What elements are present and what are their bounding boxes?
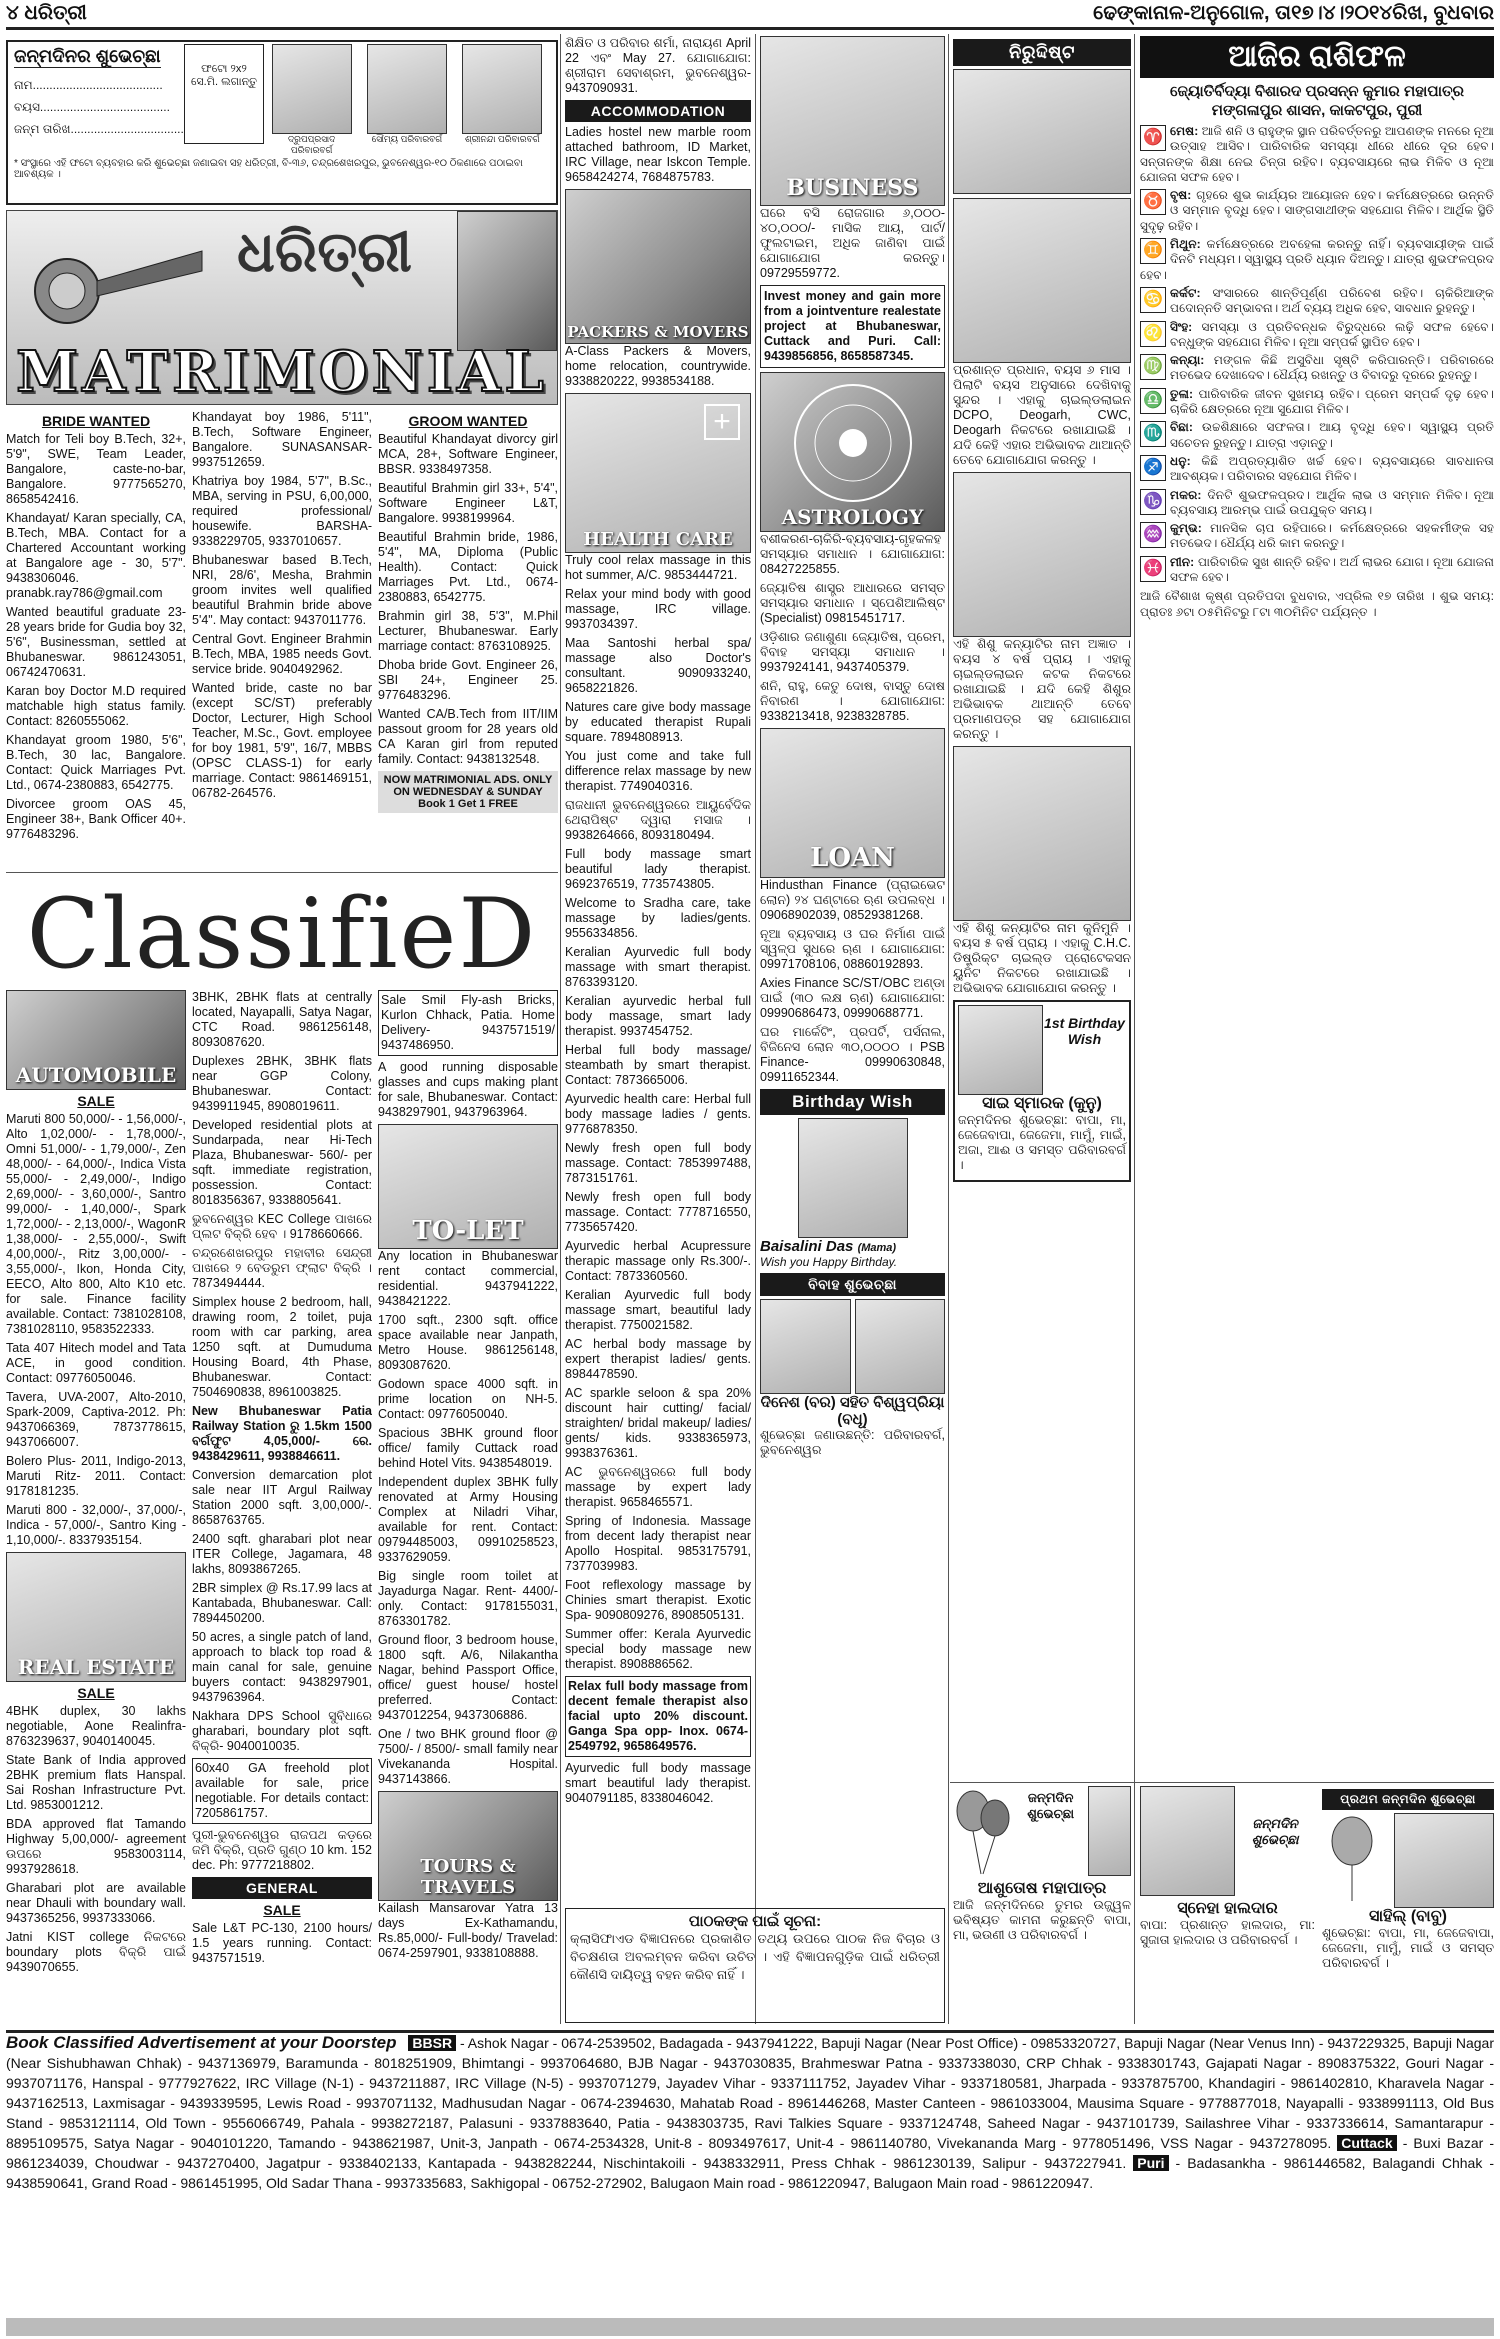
classified-ad: Keralian ayurvedic herbal full body massage, smart lady therapist. 9937454752. (565, 994, 751, 1038)
classified-ad: 2BR simplex @ Rs.17.99 lacs at Kantabada, Bhubaneswar. Call: 7894450200. (192, 1581, 372, 1625)
page-footer-bar (6, 2318, 1494, 2336)
classified-ad: Any location in Bhubaneswar rent contact commercial, residential. 9437941222, 9438421222. (378, 1249, 558, 1308)
realestate-image (6, 1552, 186, 1682)
classified-ad: Bhubaneswar based B.Tech, NRI, 28/6', Mesha, Brahmin groom invites well qualified beautiful Brahmin bride above 5'4". May contact: 9437011776. (192, 553, 372, 627)
classified-ad: A good running disposable glasses and cups making plant for sale, Bhubaneswar. Contact: 9438297901, 9437963964. (378, 1060, 558, 1119)
classified-ad: Ayurvedic full body massage smart beautiful lady therapist. 9040791185, 8338046042. (565, 1761, 751, 1805)
page-header (6, 0, 1494, 30)
classified-ad: Maruti 800 - 32,000/-, 37,000/-, Indica - 57,000/-, Santro King - 1,10,000/-. 8337935154. (6, 1503, 186, 1547)
zodiac-sign-name: କର୍କଟ: (1170, 285, 1201, 300)
form-field-name: ନାମ....................................... (14, 78, 163, 92)
classified-ad: A-Class Packers & Movers, home relocation, countrywide. 9338820222, 9938534188. (565, 344, 751, 388)
wish-text: ବାପା: ପ୍ରଶାନ୍ତ ହାଲଦାର, ମା: ସୁଜାତା ହାଲଦାର ଓ ପରିବାରବର୍ଗ । (1140, 1918, 1315, 1947)
horoscope-entry (1140, 488, 1494, 519)
classified-ad: Maruti 800 50,000/- - 1,56,000/-, Alto 1,02,000/- - 1,78,000/-, Omni 51,000/- - 1,79,000/-, Zen 48,000/- - 64,000/-, Indica Vista 55,000/- - 2,49,000/-, Indigo 2,69,000/- - 3,60,000/-, Santro 99,000/- - 1,40,000/-, Spark 1,72,000/- - 2,13,000/-, WagonR 1,38,000/- - 2,55,000/-, Swift 4,00,000/-, Ritz 3,00,000/- - 3,55,000/-, Ikon, Honda City, EECO, Alto 800, Alto K10 etc. for sale. Finance facility available. Contact: 7381028108, 7381028110, 9583522333. (6, 1112, 186, 1336)
classified-ad: ଶିକ୍ଷିତ ଓ ପରିବାର ଶର୍ମା, ନାରାୟଣ April 22 ଏବଂ May 27. ଯୋଗାଯୋଗ: ଶ୍ରୀରାମ ସେବାଶ୍ରମ, ଭୁବନେଶ୍ୱର- 9437090931. (565, 36, 751, 95)
sale-heading: SALE (77, 1093, 115, 1109)
birthday-form-note: * ସଂସ୍ଥାରେ ଏହି ଫଟୋ ବ୍ୟବହାର କରି ଶୁଭେଚ୍ଛା ଜଣାଇବା ସହ ଧରିତ୍ରୀ, ବି-୩୬, ଚନ୍ଦ୍ରଶେଖରପୁର, ଭୁବନେଶ୍ୱର-୧୦ ଠିକଣାରେ ପଠାଇବା ଆବଶ୍ୟକ । (14, 158, 523, 180)
classified-ad: Developed residential plots at Sundarpada, near Hi-Tech Plaza, Bhubaneswar- 560/- per sqft. immediate registration, possession. Contact: 8018356367, 9338805641. (192, 1118, 372, 1207)
classified-ad: Newly fresh open full body massage. Contact: 7778716550, 7735657420. (565, 1190, 751, 1234)
classified-ad: ବଶୀକରଣ-ଚାକିରି-ବ୍ୟବସାୟ-ଗୃହକଳହ ସମସ୍ୟାର ସମାଧାନ । ଯୋଗାଯୋଗ: 08427225855. (760, 532, 945, 576)
classified-ad: ଚନ୍ଦ୍ରଶେଖରପୁର ମହାବୀର ସେନ୍ଦ୍ରୀ ପାଖରେ ୨ ବେଡରୁମ ଫ୍ଲାଟ ବିକ୍ରି । 7873494444. (192, 1246, 372, 1290)
classified-ad: Foot reflexology massage by Chinies smart therapist. Exotic Spa- 9090809276, 8908505131. (565, 1578, 751, 1622)
kid-photo (272, 44, 352, 134)
classified-ad: ପୁରୀ-ଭୁବନେଶ୍ୱର ରାଜପଥ କଡ଼ରେ ଜମି ବିକ୍ରି, ପ୍ରତି ଗୁଣ୍ଠ 10 km. 152 dec. Ph: 9777218802. (192, 1828, 372, 1872)
missing-notice: ଏହି ଶିଶୁ କନ୍ୟାଟିର ନାମ ଅଜ୍ଞାତ । ବୟସ ୪ ବର୍ଷ ପ୍ରାୟ । ଏହାକୁ ଚାଇଲ୍ଡଲାଇନ କଟକ ନିକଟରେ ରଖାଯାଇଛି । ଯଦି କେହି ଶିଶୁର ଅଭିଭାବକ ଥାଆନ୍ତି ତେବେ ପ୍ରମାଣପତ୍ର ସହ ଯୋଗାଯୋଗ କରନ୍ତୁ । (953, 637, 1131, 741)
classified-ad: Khatriya boy 1984, 5'7", B.Sc., MBA, serving in PSU, 6,00,000, required professional/ housewife. BARSHA- 9338229705, 9337010657. (192, 474, 372, 548)
groom-photo (760, 1299, 851, 1394)
classified-ad: Kailash Mansarovar Yatra 13 days Ex-Kathamandu, Rs.85,000/- Full-body/ Travelad: 0674-2597901, 9338108888. (378, 1901, 558, 1960)
classified-ad: Wanted CA/B.Tech from IIT/IIM passout groom for 28 years old CA Karan girl from reputed family. Contact: 9438132548. (378, 707, 558, 766)
classified-ad: 2400 sqft. gharabari plot near ITER College, Jagamara, 48 lakhs, 8093867265. (192, 1532, 372, 1576)
classified-ad: Match for Teli boy B.Tech, 32+, 5'9", SWE, Team Leader, Bangalore, caste-no-bar, Bangalore. 9777565270, 8658542416. (6, 432, 186, 506)
wish-photo (1394, 1813, 1494, 1908)
missing-child-photo (953, 746, 1131, 921)
balloon-icon (953, 1786, 1013, 1876)
zodiac-sign-icon: ♏ (1140, 421, 1166, 447)
tolet-column (378, 990, 558, 2025)
matrimonial-banner (6, 210, 558, 405)
classified-ad: Independent duplex 3BHK fully renovated at Army Housing Complex at Niladri Vihar, available for rent. Contact: 09794485003, 09910258523, 9337629059. (378, 1475, 558, 1564)
classified-ad: AC herbal body massage by expert therapist ladies/ gents. 8984478590. (565, 1337, 751, 1381)
horoscope-section (1140, 36, 1494, 1776)
booking-heading: Book Classified Advertisement at your Doorstep (6, 2033, 397, 2052)
zodiac-sign-name: ଧନୁ: (1170, 453, 1191, 468)
birthday-wish-text: Wish you Happy Birthday. (760, 1255, 898, 1269)
reader-notice-heading: ପାଠକଙ୍କ ପାଇଁ ସୂଚନା: (688, 1913, 822, 1930)
classified-ad: You just come and take full difference relax massage by new therapist. 7749040316. (565, 749, 751, 793)
classified-ad: Summer offer: Kerala Ayurvedic special body massage new therapist. 8908886562. (565, 1627, 751, 1671)
groom-wanted-heading: GROOM WANTED (408, 413, 528, 429)
automobile-image (6, 990, 186, 1090)
wish-card-heading: ଜନ୍ମଦିନ ଶୁଭେଚ୍ଛା (1027, 1790, 1075, 1821)
wedding-couple-names: ଦିନେଶ (ବର) ସହିତ ବିଶ୍ୱପ୍ରିୟା (ବଧୂ) (760, 1394, 945, 1428)
general-heading: GENERAL (192, 1877, 372, 1899)
birthday-wish-photo (798, 1118, 908, 1238)
classified-ad: Tavera, UVA-2007, Alto-2010, Spark-2009, Captiva-2012. Ph: 9437066369, 7873778615, 9437066007. (6, 1390, 186, 1449)
classified-ad: Central Govt. Engineer Brahmin B.Tech, MBA, 1985 needs Govt. service bride. 9040492962. (192, 632, 372, 676)
birthday-wish-name-row (760, 1238, 945, 1255)
wish-card-heading: ପ୍ରଥମ ଜନ୍ମଦିନ ଶୁଭେଚ୍ଛା (1322, 1789, 1494, 1810)
booking-centres (6, 2030, 1494, 2316)
tours-image (378, 1791, 558, 1901)
classified-ad: Axies Finance SC/ST/OBC ଅଣ୍ଡା ପାଇଁ (୩୦ ଲକ୍ଷ ଋଣ) ଯୋଗାଯୋଗ: 09990686473, 09990688771. (760, 976, 945, 1020)
packers-image (565, 189, 751, 344)
kid-caption: ଶ୍ରୀନନ୍ଦା ପରିବାରବର୍ଗ (464, 134, 540, 144)
plus-icon: + (704, 404, 740, 440)
classified-ad: Sale L&T PC-130, 2100 hours/ 1.5 years running. Contact: 9437571519. (192, 1921, 372, 1965)
horoscope-text: ଦିନଟି ଶୁଭଫଳପ୍ରଦ। ଆର୍ଥିକ ଲାଭ ଓ ସମ୍ମାନ ମିଳିବ। ନୂଆ ବ୍ୟବସାୟ ଆରମ୍ଭ ପାଇଁ ଉପଯୁକ୍ତ ସମୟ। (1170, 487, 1494, 517)
classified-ad: AC sparkle seloon & spa 20% discount hair cutting/ facial/ straighten/ bridal makeup/ ladies/ gents/ kids. 9338365973, 9938376361. (565, 1386, 751, 1460)
zodiac-sign-name: ସିଂହ: (1170, 319, 1193, 334)
wish-name: ସାହିଲ୍ (ବାବୁ) (1369, 1908, 1447, 1925)
sale-heading: SALE (77, 1685, 115, 1701)
bride-wanted-column (6, 410, 186, 870)
classified-ad: ନୂଆ ବ୍ୟବସାୟ ଓ ଘର ନିର୍ମାଣ ପାଇଁ ସ୍ୱଳ୍ପ ସୁଧରେ ଋଣ । ଯୋଗାଯୋଗ: 09971708106, 08860192893. (760, 927, 945, 971)
classified-ad: Big single room toilet at Jayadurga Nagar. Rent- 4400/- only. Contact: 9178155031, 8763301782. (378, 1569, 558, 1628)
zodiac-sign-name: ମିଥୁନ: (1170, 237, 1201, 252)
birthday-form-title: ଜନ୍ମଦିନର ଶୁଭେଚ୍ଛା (14, 46, 161, 66)
classified-ad: Brahmin girl 38, 5'3", M.Phil Lecturer, Bhubaneswar. Early marriage contact: 8763108925. (378, 609, 558, 653)
horoscope-text: କିଛି ଅପ୍ରତ୍ୟାଶିତ ଖର୍ଚ୍ଚ ହେବ। ବ୍ୟବସାୟରେ ସାବଧାନତା ଆବଶ୍ୟକ। ପରିବାରର ସହଯୋଗ ମିଳିବ। (1170, 453, 1494, 484)
horoscope-entry (1140, 188, 1494, 234)
classified-ad: Truly cool relax massage in this hot summer, A/C. 9853444721. (565, 553, 751, 582)
zodiac-sign-icon: ♍ (1140, 354, 1166, 380)
matrimonial-logo: MATRIMONIAL (16, 339, 548, 405)
birthday-wish-card (1322, 1786, 1494, 2026)
bbsr-centres: - Ashok Nagar - 0674-2539502, Badagada - 9437941222, Bapuji Nagar (Near Post Office) - 09853320727, Bapuji Nagar (Near Venus Inn) - 9437229325, Bapuji Nagar (Near Sishubhawan Chhak) - 9437136979, Baramunda - 8018251909, Bhimtangi - 9937064680, BJB Nagar - 9437030835, Brahmeswar Patna - 9337338030, CRP Chhak - 9338301743, Gajapati Nagar - 8908375322, Gouri Nagar - 9937071176, Hanspal - 9777927622, IRC Village (N-1) - 9437211887, IRC Village (N-5) - 9937071279, Jayadev Vihar - 9337111752, Jayadev Vihar - 9337180581, Jharpada - 9337875700, Khandagiri - 9861402810, Kharavela Nagar - 9437162513, Laxmisagar - 9439339595, Lewis Road - 9937071132, Madhusudan Nagar - 0674-2394630, Mahatab Road - 8961446268, Master Canteen - 9861033004, Mausima Square - 9778877018, Nayapalli - 9338991113, Old Bus Stand - 9853121114, Old Town - 9556066749, Pahala - 9938272187, Palasuni - 9337883640, Patia - 9438303735, Ravi Talkies Square - 9337124748, Saheed Nagar - 9437101739, Sailashree Vihar - 9337336614, Samantarapur - 8895109575, Satya Nagar - 9040101220, Tamando - 9438621987, Unit-3, Janpath - 0674-2534328, Unit-8 - 8093497617, Unit-4 - 9861140780, Vivekananda Marg - 9778051496, VSS Nagar - 9437278095. (6, 2035, 1494, 2151)
horoscope-footer: ଆଜି ବୈଶାଖ କୃଷ୍ଣ ପ୍ରତିପଦା ବୁଧବାର, ଏପ୍ରିଲ ୧୭ ତାରିଖ । ଶୁଭ ସମୟ: ପ୍ରାତଃ ୬ଟା ୦୫ମିନିଟରୁ ୮ଟା ୩୦ମିନିଟ ପର୍ଯ୍ୟନ୍ତ । (1140, 589, 1494, 619)
automobile-caption: AUTOMOBILE (15, 1063, 177, 1087)
classified-ad: Spring of Indonesia. Massage from decent lady therapist near Apollo Hospital. 9853175791, 7377039983. (565, 1514, 751, 1573)
horoscope-entry (1140, 237, 1494, 283)
wish-badge: ଜନ୍ମଦିନ ଶୁଭେଚ୍ଛା (1251, 1816, 1299, 1847)
birthday-form (6, 40, 558, 205)
horoscope-entry (1140, 286, 1494, 317)
zodiac-sign-icon: ♒ (1140, 522, 1166, 548)
classified-ad: ଘରେ ବସି ରୋଜଗାର ୬,୦୦୦- ୪୦,୦୦୦/- ମାସିକ ଆୟ, ପାର୍ଟ/ ଫୁଲଟାଇମ, ଅଧିକ ଜାଣିବା ପାଇଁ ଯୋଗାଯୋଗ କରନ୍ତୁ। 09729559772. (760, 206, 945, 280)
classified-ad: Khandayat/ Karan specially, CA, B.Tech, MBA. Contact for a Chartered Accountant working at Bangalore age - 30, 5'7". 9438306046. pranabk.ray786@gmail.com (6, 511, 186, 600)
classified-ad: Beautiful Brahmin bride, 1986, 5'4", MA, Diploma (Public Health). Contact: Quick Marriages Pvt. Ltd., 0674-2380883, 6542775. (378, 530, 558, 604)
classified-ad: 3BHK, 2BHK flats at centrally located, Nayapalli, Satya Nagar, CTC Road. 9861256148, 8093087620. (192, 990, 372, 1049)
page-number-masthead: ୪ ଧରିତ୍ରୀ (6, 2, 87, 24)
classified-ad: New Bhubaneswar Patia Railway Station ରୁ 1.5km 1500 ବର୍ଗଫୁଟ 4,05,000/- ରେ. 9438429611, 9938846611. (192, 1404, 372, 1463)
city-tag-bbsr: BBSR (408, 2035, 456, 2051)
packers-caption: PACKERS & MOVERS (567, 323, 749, 341)
first-birthday-photo (958, 1005, 1043, 1095)
horoscope-text: ପାରିବାରିକ ଜୀବନ ସୁଖମୟ ରହିବ। ପ୍ରେମ ସମ୍ପର୍କ ଦୃଢ଼ ହେବ। ଚାକିରି କ୍ଷେତ୍ରରେ ନୂଆ ସୁଯୋଗ ମିଳିବ। (1170, 386, 1494, 417)
birthday-wish-card (1140, 1786, 1315, 2026)
business-caption: BUSINESS (786, 175, 919, 201)
horoscope-entry (1140, 420, 1494, 451)
shehnai-illustration (27, 241, 207, 331)
classified-ad: Bolero Plus- 2011, Indigo-2013, Maruti Ritz- 2011. Contact: 9178181235. (6, 1454, 186, 1498)
zodiac-sign-name: ତୁଳା: (1170, 386, 1194, 401)
wedding-note: ଶୁଭେଚ୍ଛା ଜଣାଉଛନ୍ତି: ପରିବାରବର୍ଗ, ଭୁବନେଶ୍ୱର (760, 1428, 945, 1457)
classified-ad: ଘର ମାର୍କେଟିଂ, ପ୍ରପର୍ଟି, ପର୍ସନାଲ, ବିଜିନେସ ଲୋନ ୩୦,୦୦୦୦ । PSB Finance- 09990630848, 09911652344. (760, 1025, 945, 1084)
zodiac-sign-icon: ♎ (1140, 388, 1166, 414)
zodiac-sign-icon: ♓ (1140, 556, 1166, 582)
astrology-image (760, 372, 945, 532)
first-birthday-text: ଜନ୍ମଦିନର ଶୁଭେଚ୍ଛା: ବାପା, ମା, ଜେଜେବାପା, ଜେଜେମା, ମାମୁଁ, ମାଇଁ, ଅଜା, ଆଈ ଓ ସମସ୍ତ ପରିବାରବର୍ଗ । (958, 1113, 1126, 1172)
missing-child-photo (953, 198, 1131, 363)
horoscope-entry (1140, 555, 1494, 586)
zodiac-sign-icon: ♌ (1140, 321, 1166, 347)
horoscope-text: ସଂସାରରେ ଶାନ୍ତିପୂର୍ଣ୍ଣ ପରିବେଶ ରହିବ। ଚାକିରିଆଙ୍କ ପଦୋନ୍ନତି ସମ୍ଭାବନା। ଅର୍ଥ ବ୍ୟୟ ଅଧିକ ହେବ, ସାବଧାନ ରୁହନ୍ତୁ। (1170, 285, 1494, 316)
horoscope-text: ସମସ୍ୟା ଓ ପ୍ରତିବନ୍ଧକ ବିରୁଦ୍ଧରେ ଲଢ଼ି ସଫଳ ହେବେ। ବନ୍ଧୁଙ୍କ ସହଯୋଗ ମିଳିବ। ନୂଆ ସମ୍ପର୍କ ସ୍ଥାପିତ ହେବ। (1170, 319, 1494, 349)
bride-photo (457, 211, 557, 351)
classified-ad: Ground floor, 3 bedroom house, 1800 sqft. A/6, Nilakantha Nagar, behind Passport Office, office/ guest house/ hostel preferred. Contact: 9437012254, 9437306886. (378, 1633, 558, 1722)
birthday-wish-name: Baisalini Das (760, 1238, 854, 1255)
realestate-caption: REAL ESTATE (17, 1655, 175, 1679)
missing-notice: ପ୍ରଶାନ୍ତ ପ୍ରଧାନ, ବୟସ ୬ ମାସ । ପିଲାଟି ବୟସ ଅନୁସାରେ ଦେଖିବାକୁ ସୁନ୍ଦର । ଏହାକୁ ଚାଇଲ୍ଡଲାଇନ DCPO, Deogarh, CWC, Deogarh ନିକଟରେ ରଖାଯାଇଛି । ଯଦି କେହି ଏହାର ଅଭିଭାବକ ଥାଆନ୍ତି ତେବେ ଯୋଗାଯୋଗ କରନ୍ତୁ । (953, 363, 1131, 467)
balloon-icon (1322, 1813, 1382, 1903)
classified-ad: Jatni KIST college ନିକଟରେ boundary plots ବିକ୍ରି ପାଇଁ 9439070655. (6, 1930, 186, 1974)
classified-logo: ClassifieD (26, 878, 538, 988)
classified-ad: Conversion demarcation plot sale near IIT Argul Railway Station 2000 sqft. 3,00,000/-. 8658763765. (192, 1468, 372, 1527)
horoscope-text: ମଙ୍ଗଳ କିଛି ଅସୁବିଧା ସୃଷ୍ଟି କରିପାରନ୍ତି। ପରିବାରରେ ମତଭେଦ ଦେଖାଦେବ। ଧୈର୍ଯ୍ୟ ରଖନ୍ତୁ ଓ ବିବାଦରୁ ଦୂରରେ ରୁହନ୍ତୁ। (1170, 353, 1494, 383)
matrimonial-note: NOW MATRIMONIAL ADS. ONLY ON WEDNESDAY & SUNDAY Book 1 Get 1 FREE (378, 771, 558, 813)
healthcare-caption: HEALTH CARE (583, 529, 733, 550)
tolet-image (378, 1124, 558, 1249)
dharitri-brand: ଧରିତ୍ରୀ (237, 219, 412, 285)
horoscope-entry (1140, 353, 1494, 384)
business-column (760, 36, 945, 1896)
photo-placeholder: ଫଟୋ ୨x୨ ସେ.ମି. ଲଗାନ୍ତୁ (184, 44, 264, 144)
groom-wanted-column (378, 410, 558, 870)
classified-ad: ଜ୍ୟୋତିଷ ଶାସ୍ତ୍ର ଆଧାରରେ ସମସ୍ତ ସମସ୍ୟାର ସମାଧାନ । ସ୍ପେଶିଆଲିଷ୍ଟ (Specialist) 09815451717. (760, 581, 945, 625)
classified-ad: Khandayat boy 1986, 5'11", B.Tech, Software Engineer, Bangalore. SUNASANSAR- 9937512659. (192, 410, 372, 469)
classified-ad: Wanted beautiful graduate 23-28 years bride for Gudia boy 32, 5'6", Businessman, settled at Bhubaneswar. 9861243051, 06742470631. (6, 605, 186, 679)
missing-heading: ନିରୁଦ୍ଦିଷ୍ଟ (953, 39, 1131, 66)
classified-ad: Newly fresh open full body massage. Contact: 7853997488, 7873151761. (565, 1141, 751, 1185)
first-birthday-name: ସାଇ ସ୍ମାରକ (କୁନୁ) (982, 1095, 1102, 1112)
horoscope-entry (1140, 320, 1494, 351)
loan-image (760, 728, 945, 878)
form-field-age: ବୟସ....................................... (14, 100, 170, 114)
missing-column (953, 36, 1131, 1756)
tours-caption: TOURS & TRAVELS (420, 1856, 516, 1898)
classified-ad: Natures care give body massage by educated therapist Rupali square. 7894808913. (565, 700, 751, 744)
wish-photo (1088, 1786, 1131, 1876)
classified-ad: 50 acres, a single patch of land, approach to black top road & main canal for sale, genuine buyers contact: 9438297901, 9437963964. (192, 1630, 372, 1704)
classified-ad: ଶନି, ରାହୁ, କେତୁ ଦୋଷ, ବାସ୍ତୁ ଦୋଷ ନିବାରଣ । ଯୋଗାଯୋଗ: 9338213418, 9238328785. (760, 679, 945, 723)
horoscope-entry (1140, 387, 1494, 418)
classified-ad: ଭୁବନେଶ୍ୱର KEC College ପାଖରେ ପ୍ଲଟ ବିକ୍ରି ହେବ । 9178660666. (192, 1212, 372, 1241)
classified-ad: Maa Santoshi herbal spa/ massage also Doctor's consultant. 9090933240, 9658221826. (565, 636, 751, 695)
bride-wanted-column-2 (192, 410, 372, 870)
wish-name: ଆଶୁତୋଷ ମହାପାତ୍ର (977, 1880, 1107, 1897)
cuttack-centres: - Buxi Bazar - 9861234039, Choudwar - 9437270400, Jagatpur - 9338402133, Kantapada - 9438282244, Nischintakoili - 9438332911, Press Chhak - 9861230139, Salipur - 9437227941. (6, 2135, 1495, 2171)
horoscope-author: ଜ୍ୟୋତିର୍ବିଦ୍ୟା ବିଶାରଦ ପ୍ରସନ୍ନ କୁମାର ମହାପାତ୍ର ମଙ୍ଗଳାପୁର ଶାସନ, କାକଟପୁର, ପୁରୀ (1169, 83, 1465, 119)
horoscope-entry (1140, 521, 1494, 552)
wish-name: ସ୍ନେହା ହାଲଦାର (1177, 1900, 1278, 1917)
classified-ad: Gharabari plot are available near Dhauli with boundary wall. 9437365256, 9937333066. (6, 1881, 186, 1925)
classified-ad: BDA approved flat Tamando Highway 5,00,000/- agreement ଉପରେ 9583003114, 9937928618. (6, 1817, 186, 1876)
classified-ad: Godown space 4000 sqft. in prime location on NH-5. Contact: 09776050040. (378, 1377, 558, 1421)
classified-ad: 4BHK duplex, 30 lakhs negotiable, Aone Realinfra- 8763239637, 9040140045. (6, 1704, 186, 1748)
classified-ad: Spacious 3BHK ground floor office/ family Cuttack road behind Hotel Vits. 9438548019. (378, 1426, 558, 1470)
classified-ad: ରାଜଧାନୀ ଭୁବନେଶ୍ୱରରେ ଆୟୁର୍ବେଦିକ ଥେରାପିଷ୍ଟ ଦ୍ୱାରା ମସାଜ । 9938264666, 8093180494. (565, 798, 751, 842)
classified-ad: ଓଡ଼ିଶାର ଜଣାଶୁଣା ଜ୍ୟୋତିଷ, ପ୍ରେମ, ବିବାହ ସମସ୍ୟା ସମାଧାନ । 9937924141, 9437405379. (760, 630, 945, 674)
sale-heading: SALE (263, 1902, 301, 1918)
kid-caption: ଦ୍ରୁପପ୍ରସାଦ ପରିବାରବର୍ଗ (287, 134, 336, 155)
classified-ad: Welcome to Sradha care, take massage by ladies/gents. 9556334856. (565, 896, 751, 940)
classified-ad: Sale Smil Fly-ash Bricks, Kurlon Chhack, Patia. Home Delivery- 9437571519/ 9437486950. (378, 990, 558, 1056)
classified-ad: Hindusthan Finance (ପ୍ରାଇଭେଟ ଲୋନ) ୨୪ ଘଣ୍ଟାରେ ଋଣ ଉପଲବ୍ଧ । 09068902039, 08529381268. (760, 878, 945, 922)
classified-ad: Ayurvedic herbal Acupressure therapic massage only Rs.300/-. Contact: 7873360560. (565, 1239, 751, 1283)
horoscope-text: କର୍ମକ୍ଷେତ୍ରରେ ଅବହେଳା କରନ୍ତୁ ନାହିଁ। ବ୍ୟବସାୟୀଙ୍କ ପାଇଁ ଦିନଟି ମଧ୍ୟମ। ସ୍ୱାସ୍ଥ୍ୟ ପ୍ରତି ଧ୍ୟାନ ଦିଅନ୍ତୁ। ଯାତ୍ରା ଶୁଭଫଳପ୍ରଦ ହେବ। (1140, 237, 1494, 282)
zodiac-sign-name: ବୃଷ: (1170, 188, 1192, 203)
wish-text: ଆଜି ଜନ୍ମଦିନରେ ତୁମର ଉଜ୍ଜ୍ୱଳ ଭବିଷ୍ୟତ କାମନା କରୁଛନ୍ତି ବାପା, ମା, ଭଉଣୀ ଓ ପରିବାରବର୍ଗ । (953, 1898, 1131, 1942)
kid-photo (462, 44, 542, 134)
kid-photo (367, 44, 447, 134)
missing-child-photo (953, 472, 1131, 637)
zodiac-sign-icon: ♊ (1140, 238, 1166, 264)
zodiac-sign-name: ମେଷ: (1170, 124, 1199, 138)
puri-centres: - Badasankha - 9861446582, Balagandi Chhak - 9438590641, Grand Road - 9861451995, Old Sadar Thana - 9937335683, Sakhigopal - 06752-272902, Balugaon Main road - 9861220947, Balugaon Main road - 9861220947. (6, 2155, 1495, 2191)
classified-ad: 60x40 GA freehold plot available for sale, price negotiable. For details contact: 7205861757. (192, 1758, 372, 1824)
zodiac-sign-icon: ♋ (1140, 287, 1166, 313)
classified-ad: Beautiful Brahmin girl 33+, 5'4", Software Engineer L&T, Bangalore. 9938199964. (378, 481, 558, 525)
zodiac-sign-icon: ♈ (1140, 125, 1166, 151)
form-field-dob: ଜନ୍ମ ତାରିଖ.................................. (14, 122, 184, 136)
wish-text: ଶୁଭେଚ୍ଛା: ବାପା, ମା, ଜେଜେବାପା, ଜେଜେମା, ମାମୁଁ, ମାଇଁ ଓ ସମସ୍ତ ପରିବାରବର୍ଗ । (1322, 1926, 1494, 1970)
classified-ad: Beautiful Khandayat divorcy girl MCA, 28+, Software Engineer, BBSR. 9338497358. (378, 432, 558, 476)
classified-ad: Tata 407 Hitech model and Tata ACE, in good condition. Contact: 09776050046. (6, 1341, 186, 1385)
city-tag-puri: Puri (1133, 2155, 1168, 2171)
horoscope-list (1140, 124, 1494, 585)
classified-ad: Keralian Ayurvedic full body massage with smart therapist. 8763393120. (565, 945, 751, 989)
zodiac-sign-name: କୁମ୍ଭ: (1170, 521, 1202, 536)
loan-caption: LOAN (810, 843, 895, 873)
bride-wanted-heading: BRIDE WANTED (41, 413, 151, 429)
birthday-wish-heading: Birthday Wish (760, 1089, 945, 1115)
classified-ad: Ayurvedic health care: Herbal full body massage ladies / gents. 9776878350. (565, 1092, 751, 1136)
edition-dateline: ଢେଙ୍କାନାଳ-ଅନୁଗୋଳ, ତା୧୭।୪।୨୦୧୪ରିଖ, ବୁଧବାର (1093, 2, 1494, 24)
horoscope-text: ପାରିବାରିକ ସୁଖ ଶାନ୍ତି ରହିବ। ଅର୍ଥ ଲାଭର ଯୋଗ। ନୂଆ ଯୋଜନା ସଫଳ ହେବ। (1170, 554, 1494, 585)
missing-child-photo (953, 69, 1131, 194)
zodiac-sign-icon: ♑ (1140, 489, 1166, 515)
classified-ad: Dhoba bride Govt. Engineer 26, SBI 24+, Engineer 25. 9776483296. (378, 658, 558, 702)
classified-ad: Divorcee groom OAS 45, Engineer 38+, Bank Officer 40+. 9776483296. (6, 797, 186, 841)
astrology-caption: ASTROLOGY (781, 505, 924, 529)
classified-ad: Duplexes 2BHK, 3BHK flats near GGP Colony, Bhubaneswar. Contact: 9439911945, 8908019611. (192, 1054, 372, 1113)
city-tag-cuttack: Cuttack (1337, 2135, 1396, 2151)
classified-ad: Nakhara DPS School ସୁବିଧାରେ gharabari, boundary plot sqft. ବିକ୍ରି- 9040010035. (192, 1709, 372, 1753)
first-birthday-box (953, 1000, 1131, 1182)
zodiac-sign-name: ମକର: (1170, 487, 1202, 502)
healthcare-image (565, 393, 751, 553)
wedding-wish-heading: ବିବାହ ଶୁଭେଚ୍ଛା (760, 1273, 945, 1296)
classified-ad: 1700 sqft., 2300 sqft. office space available near Janpath, Metro House. 9861256148, 8093087620. (378, 1313, 558, 1372)
classified-ad: One / two BHK ground floor @ 7500/- / 8500/- small family near Vivekananda Hospital. 9437143866. (378, 1727, 558, 1786)
birthday-wish-relation: (Mama) (857, 1242, 897, 1254)
health-column (565, 36, 751, 1926)
classified-ad: Invest money and gain more from a jointventure realestate project at Bhubaneswar, Cuttack and Puri. Call: 9439856856, 8658587345. (760, 285, 945, 368)
classified-ad: Khandayat groom 1980, 5'6", B.Tech, 30 lac, Bangalore. Contact: Quick Marriages Pvt. Ltd., 0674-2380883, 6542775. (6, 733, 186, 792)
classified-ad: Relax your mind body with good massage, IRC village. 9937034397. (565, 587, 751, 631)
classified-ad: State Bank of India approved 2BHK premium flats Hanspal. Sai Roshan Infrastructure Pvt. Ltd. 9853001212. (6, 1753, 186, 1812)
zodiac-sign-name: କନ୍ୟା: (1170, 353, 1205, 368)
classified-ad: Herbal full body massage/ steambath by smart therapist. Contact: 7873665006. (565, 1043, 751, 1087)
horoscope-text: ମାନସିକ ଚାପ ରହିପାରେ। କର୍ମକ୍ଷେତ୍ରରେ ସହକର୍ମୀଙ୍କ ସହ ମତଭେଦ। ଧୈର୍ଯ୍ୟ ଧରି କାମ କରନ୍ତୁ। (1170, 521, 1494, 551)
accommodation-heading: ACCOMMODATION (565, 100, 751, 122)
classified-ad: AC ଭୁବନେଶ୍ୱରରେ full body massage by expert lady therapist. 9658465571. (565, 1465, 751, 1509)
tolet-caption: TO-LET (412, 1216, 524, 1246)
classified-ad: Relax full body massage from decent female therapist also facial upto 20% discount. Ganga Spa opp- Inox. 0674-2549792, 9658649576. (565, 1676, 751, 1757)
first-birthday-label: 1st Birthday Wish (1044, 1015, 1125, 1047)
classified-ad: Karan boy Doctor M.D required matchable high status family. Contact: 8260555062. (6, 684, 186, 728)
horoscope-entry (1140, 124, 1494, 185)
classified-ad: Wanted bride, caste no bar (except SC/ST) preferably Doctor, Lecturer, High School Teacher, M.Sc., Govt. employee for boy 1981, 5'9", 16/7, MBBS (OPSC CLASS-1) for early marriage. Contact: 9861469151, 06782-264576. (192, 681, 372, 800)
horoscope-text: ଆଜି ଶନି ଓ ରାହୁଙ୍କ ସ୍ଥାନ ପରିବର୍ତ୍ତନରୁ ଆପଣଙ୍କ ମନରେ ନୂଆ ଉତ୍ସାହ ଆସିବ। ପାରିବାରିକ ସମସ୍ୟା ଧୀରେ ଧୀରେ ଦୂର ହେବ। ସନ୍ତାନଙ୍କ ଶିକ୍ଷା ନେଇ ଚିନ୍ତା ରହିବ। ବ୍ୟବସାୟରେ ଲାଭ ମିଳିବ ଓ ନୂଆ ଯୋଜନା ସଫଳ ହେବ। (1140, 124, 1494, 184)
classified-ad: Simplex house 2 bedroom, hall, drawing room, 2 toilet, puja room with car parking, area 1250 sqft. at Dumuduma Housing Board, 4th Phase, Bhubaneswar. Contact: 7504690838, 8961003825. (192, 1295, 372, 1399)
kid-card (272, 44, 352, 156)
kid-card (462, 44, 542, 156)
zodiac-sign-name: ମୀନ: (1170, 554, 1195, 569)
horoscope-title: ଆଜିର ରାଶିଫଳ (1140, 36, 1494, 78)
horoscope-text: ଗୃହରେ ଶୁଭ କାର୍ଯ୍ୟର ଆୟୋଜନ ହେବ। କର୍ମକ୍ଷେତ୍ରରେ ଉନ୍ନତି ଓ ସମ୍ମାନ ବୃଦ୍ଧି ହେବ। ସାଙ୍ଗସାଥୀଙ୍କ ସହଯୋଗ ମିଳିବ। ଆର୍ଥିକ ସ୍ଥିତି ସୁଦୃଢ଼ ରହିବ। (1140, 188, 1494, 233)
realestate-column (192, 990, 372, 2025)
kid-card (367, 44, 447, 156)
business-image (760, 36, 945, 206)
horoscope-entry (1140, 454, 1494, 485)
classified-ad: Ladies hostel new marble room attached bathroom, ID Market, IRC Village, near Iskcon Temple. 9658424274, 7684875783. (565, 125, 751, 184)
kid-caption: ସୌମ୍ୟ ପରିବାରବର୍ଗ (371, 134, 443, 144)
reader-notice-text: କ୍ଲାସିଫାଏଡ ବିଜ୍ଞାପନରେ ପ୍ରକାଶିତ ତଥ୍ୟ ଉପରେ ପାଠକ ନିଜ ବିଚାର ଓ ବିଚକ୍ଷଣତା ଅବଲମ୍ବନ କରିବା ଉଚିତ । ଏହି ବିଜ୍ଞାପନଗୁଡ଼ିକ ପାଇଁ ଧରିତ୍ରୀ କୌଣସି ଦାୟିତ୍ୱ ବହନ କରିବ ନାହିଁ । (570, 1931, 940, 1982)
classified-ad: Keralian Ayurvedic full body massage smart, beautiful lady therapist. 7750021582. (565, 1288, 751, 1332)
automobile-column (6, 990, 186, 2025)
reader-notice (565, 1908, 945, 2023)
zodiac-sign-icon: ♐ (1140, 455, 1166, 481)
bride-photo (855, 1299, 946, 1394)
zodiac-sign-name: ବିଛା: (1170, 420, 1193, 435)
missing-notice: ଏହି ଶିଶୁ କନ୍ୟାଟିର ନାମ କୁନିମୁନି । ବୟସ ୫ ବର୍ଷ ପ୍ରାୟ । ଏହାକୁ C.H.C. ଡିଷ୍ଟ୍ରିକ୍ଟ ଚାଇଲ୍ଡ ପ୍ରୋଟେକସନ ୟୁନିଟ ନିକଟରେ ରଖାଯାଇଛି । ଅଭିଭାବକ ଯୋଗାଯୋଗ କରନ୍ତୁ । (953, 921, 1131, 995)
classified-ad: Full body massage smart beautiful lady therapist. 9692376519, 7735743805. (565, 847, 751, 891)
birthday-wish-card (953, 1786, 1131, 2026)
horoscope-text: ଉଚ୍ଚଶିକ୍ଷାରେ ସଫଳତା। ଆୟ ବୃଦ୍ଧି ହେବ। ସ୍ୱାସ୍ଥ୍ୟ ପ୍ରତି ସଚେତନ ରୁହନ୍ତୁ। ଯାତ୍ରା ଏଡ଼ାନ୍ତୁ। (1170, 420, 1494, 450)
wish-photo (1140, 1786, 1235, 1896)
zodiac-sign-icon: ♉ (1140, 189, 1166, 215)
